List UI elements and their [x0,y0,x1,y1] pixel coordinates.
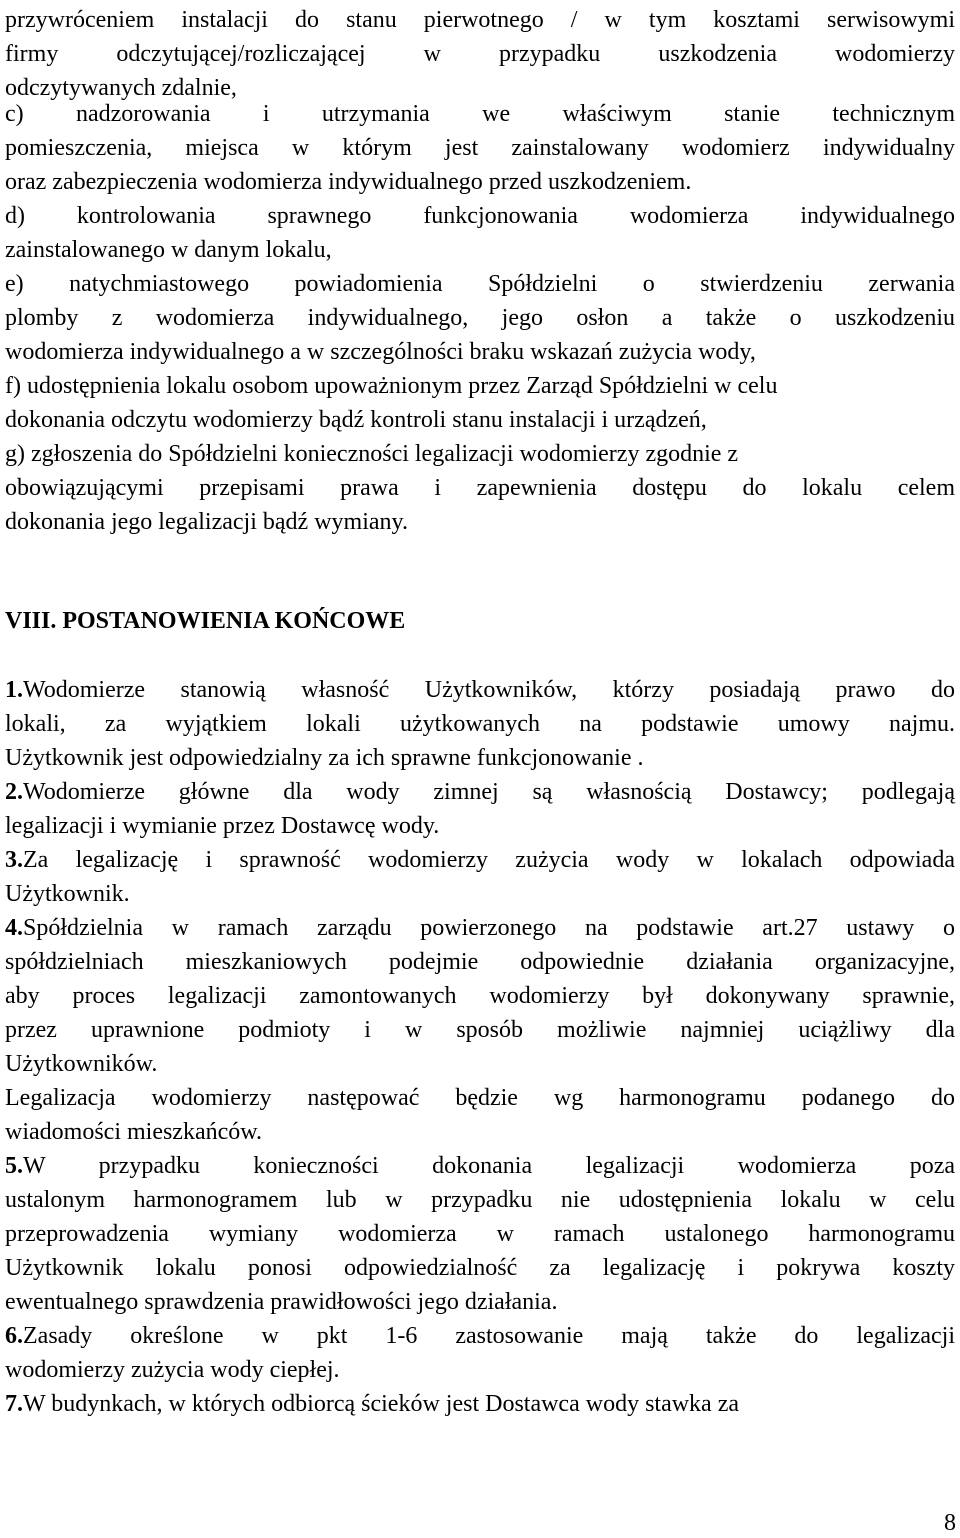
paragraph-5-line: Użytkownik lokalu ponosi odpowiedzialność za legalizację i pokrywa koszty [5,1255,955,1281]
paragraph-4-line: 4.Spółdzielnia w ramach zarządu powierzonego na podstawie art.27 ustawy o [5,915,955,941]
paragraph-4-line: przez uprawnione podmioty i w sposób możliwie najmniej uciążliwy dla [5,1017,955,1043]
paragraph-2-line: 2.Wodomierze główne dla wody zimnej są własnością Dostawcy; podlegają [5,779,955,805]
paragraph-6-line: 6.Zasady określone w pkt 1-6 zastosowanie mają także do legalizacji [5,1323,955,1349]
body-line: g) zgłoszenia do Spółdzielni konieczności legalizacji wodomierzy zgodnie z [5,441,739,467]
body-line: wodomierza indywidualnego a w szczególności braku wskazań zużycia wody, [5,339,756,365]
section-heading: VIII. POSTANOWIENIA KOŃCOWE [5,608,406,634]
body-line: c) nadzorowania i utrzymania we właściwym stanie technicznym [5,101,955,127]
paragraph-4-line: Użytkowników. [5,1051,158,1077]
paragraph-number: 3. [5,847,23,873]
body-line: f) udostępnienia lokalu osobom upoważnionym przez Zarząd Spółdzielni w celu [5,373,778,399]
paragraph-4-line: spółdzielniach mieszkaniowych podejmie odpowiednie działania organizacyjne, [5,949,955,975]
paragraph-5-line: ustalonym harmonogramem lub w przypadku nie udostępnienia lokalu w celu [5,1187,955,1213]
paragraph-number: 2. [5,779,23,805]
paragraph-7-line: 7.W budynkach, w których odbiorcą ścieków jest Dostawca wody stawka za [5,1391,740,1417]
paragraph-3-line: Użytkownik. [5,881,130,907]
body-line: dokonania odczytu wodomierzy bądź kontroli stanu instalacji i urządzeń, [5,407,707,433]
paragraph-3-line: 3.Za legalizację i sprawność wodomierzy zużycia wody w lokalach odpowiada [5,847,955,873]
body-line: zainstalowanego w danym lokalu, [5,237,332,263]
body-line: dokonania jego legalizacji bądź wymiany. [5,509,408,535]
paragraph-number: 5. [5,1153,23,1179]
page-number: 8 [944,1510,956,1536]
paragraph-number: 1. [5,677,23,703]
paragraph-5-line: 5.W przypadku konieczności dokonania legalizacji wodomierza poza [5,1153,955,1179]
body-line: plomby z wodomierza indywidualnego, jego osłon a także o uszkodzeniu [5,305,955,331]
body-line: d) kontrolowania sprawnego funkcjonowania wodomierza indywidualnego [5,203,955,229]
body-line: odczytywanych zdalnie, [5,75,237,101]
paragraph-4-line: aby proces legalizacji zamontowanych wodomierzy był dokonywany sprawnie, [5,983,955,1009]
body-line: obowiązującymi przepisami prawa i zapewnienia dostępu do lokalu celem [5,475,955,501]
paragraph-number: 6. [5,1323,23,1349]
paragraph-4-line: Legalizacja wodomierzy następować będzie wg harmonogramu podanego do [5,1085,955,1111]
body-line: firmy odczytującej/rozliczającej w przypadku uszkodzenia wodomierzy [5,41,955,67]
paragraph-number: 4. [5,915,23,941]
body-line: e) natychmiastowego powiadomienia Spółdzielni o stwierdzeniu zerwania [5,271,955,297]
paragraph-4-line: wiadomości mieszkańców. [5,1119,263,1145]
paragraph-number: 7. [5,1391,23,1417]
body-line: pomieszczenia, miejsca w którym jest zainstalowany wodomierz indywidualny [5,135,955,161]
paragraph-1-line: 1.Wodomierze stanowią własność Użytkowników, którzy posiadają prawo do [5,677,955,703]
body-line: oraz zabezpieczenia wodomierza indywidualnego przed uszkodzeniem. [5,169,692,195]
paragraph-5-line: przeprowadzenia wymiany wodomierza w ramach ustalonego harmonogramu [5,1221,955,1247]
paragraph-1-line: Użytkownik jest odpowiedzialny za ich sprawne funkcjonowanie . [5,745,644,771]
paragraph-2-line: legalizacji i wymianie przez Dostawcę wody. [5,813,440,839]
paragraph-1-line: lokali, za wyjątkiem lokali użytkowanych na podstawie umowy najmu. [5,711,955,737]
paragraph-6-line: wodomierzy zużycia wody ciepłej. [5,1357,340,1383]
paragraph-5-line: ewentualnego sprawdzenia prawidłowości jego działania. [5,1289,558,1315]
body-line: przywróceniem instalacji do stanu pierwotnego / w tym kosztami serwisowymi [5,7,955,33]
